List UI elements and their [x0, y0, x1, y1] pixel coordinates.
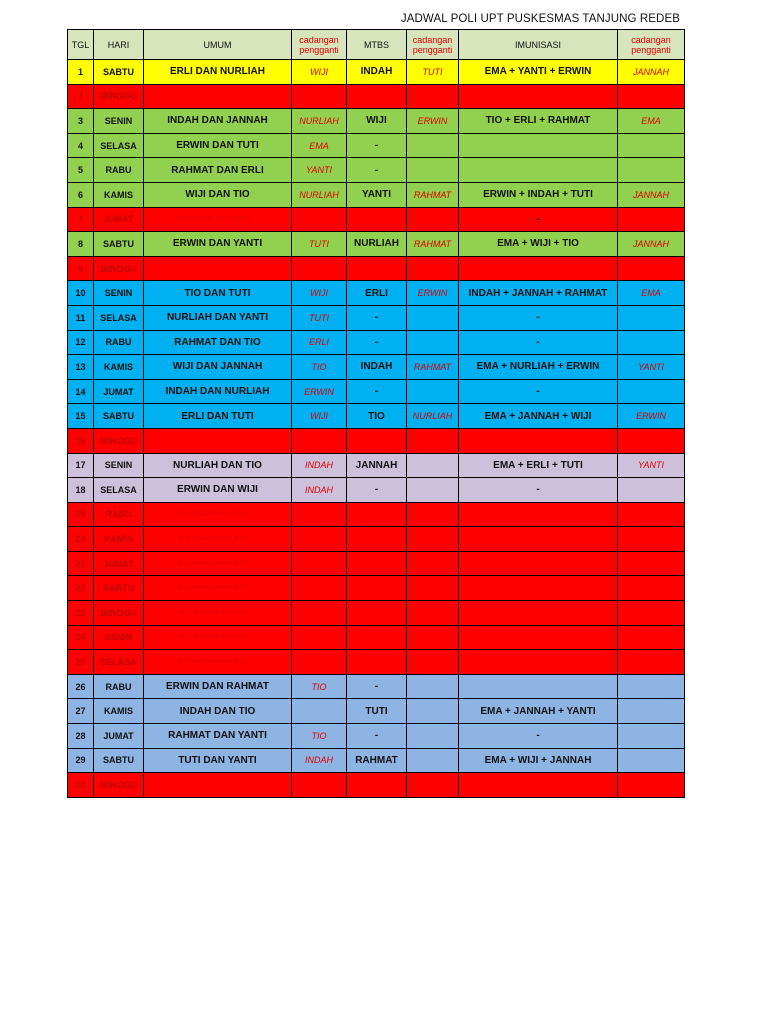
cell-umum: NURLIAH DAN TIO: [144, 453, 292, 478]
cell-umum: INDAH DAN JANNAH: [144, 109, 292, 134]
cell-cadangan-mtbs: [407, 601, 459, 626]
cell-mtbs: RAHMAT: [347, 748, 407, 773]
cell-mtbs: [347, 625, 407, 650]
cell-mtbs: [347, 650, 407, 675]
cell-umum-note: CUTI BERSAMA IDUL FITRI: [144, 650, 292, 675]
cell-umum: WIJI DAN TIO: [144, 182, 292, 207]
cell-cadangan-mtbs: RAHMAT: [407, 355, 459, 380]
table-row: [68, 158, 685, 183]
cell-cadangan-mtbs: [407, 158, 459, 183]
table-row: [68, 625, 685, 650]
cell-hari: RABU: [94, 158, 144, 183]
cell-cadangan-mtbs: [407, 773, 459, 798]
cell-mtbs: JANNAH: [347, 453, 407, 478]
cell-umum: ERLI DAN TUTI: [144, 404, 292, 429]
table-row: [68, 748, 685, 773]
cell-tgl: 5: [68, 158, 94, 183]
cell-tgl: 6: [68, 182, 94, 207]
cell-hari: SELASA: [94, 650, 144, 675]
cell-hari: JUMAT: [94, 207, 144, 232]
cell-imunisasi: [459, 674, 618, 699]
cell-cadangan-mtbs: RAHMAT: [407, 182, 459, 207]
cell-cadangan-mtbs: NURLIAH: [407, 404, 459, 429]
cell-cadangan-imunisasi: YANTI: [618, 355, 685, 380]
cell-umum-note: CUTI BERSAMA IDUL FITRI: [144, 576, 292, 601]
cell-hari: SELASA: [94, 133, 144, 158]
cell-cadangan-umum: WIJI: [292, 281, 347, 306]
table-row: [68, 453, 685, 478]
cell-cadangan-mtbs: ERWIN: [407, 109, 459, 134]
cell-mtbs: -: [347, 724, 407, 749]
cell-hari: SENIN: [94, 281, 144, 306]
cell-hari: MINGGU: [94, 773, 144, 798]
cell-mtbs: TUTI: [347, 699, 407, 724]
cell-cadangan-imunisasi: [618, 674, 685, 699]
cell-tgl: 2: [68, 84, 94, 109]
cell-mtbs: [347, 256, 407, 281]
schedule-table: [67, 29, 685, 798]
cell-cadangan-umum: [292, 625, 347, 650]
cell-cadangan-umum: EMA: [292, 133, 347, 158]
cell-hari: KAMIS: [94, 355, 144, 380]
cell-hari: SENIN: [94, 109, 144, 134]
table-row: [68, 699, 685, 724]
cell-umum-note: CUTI BERSAMA IDUL FITRI: [144, 625, 292, 650]
cell-hari: JUMAT: [94, 379, 144, 404]
cell-cadangan-imunisasi: JANNAH: [618, 232, 685, 257]
cell-umum: WIJI DAN JANNAH: [144, 355, 292, 380]
table-row: [68, 109, 685, 134]
cell-tgl: 8: [68, 232, 94, 257]
cell-cadangan-umum: TIO: [292, 724, 347, 749]
cell-tgl: 12: [68, 330, 94, 355]
cell-tgl: 3: [68, 109, 94, 134]
cell-hari: SABTU: [94, 576, 144, 601]
cell-mtbs: -: [347, 158, 407, 183]
cell-umum: [144, 773, 292, 798]
cell-imunisasi: -: [459, 379, 618, 404]
cell-mtbs: [347, 428, 407, 453]
cell-cadangan-mtbs: [407, 699, 459, 724]
cell-tgl: 15: [68, 404, 94, 429]
cell-mtbs: [347, 576, 407, 601]
cell-umum: ERLI DAN NURLIAH: [144, 60, 292, 85]
cell-tgl: 19: [68, 502, 94, 527]
cell-cadangan-mtbs: [407, 625, 459, 650]
cell-umum: INDAH DAN NURLIAH: [144, 379, 292, 404]
cell-umum: ERWIN DAN WIJI: [144, 478, 292, 503]
cell-hari: SABTU: [94, 232, 144, 257]
cell-cadangan-umum: ERLI: [292, 330, 347, 355]
cell-imunisasi: TIO + ERLI + RAHMAT: [459, 109, 618, 134]
cell-tgl: 30: [68, 773, 94, 798]
cell-imunisasi: EMA + ERLI + TUTI: [459, 453, 618, 478]
cell-imunisasi: [459, 133, 618, 158]
cell-cadangan-umum: [292, 773, 347, 798]
cell-mtbs: [347, 527, 407, 552]
table-row: [68, 256, 685, 281]
cell-cadangan-mtbs: [407, 84, 459, 109]
cell-tgl: 13: [68, 355, 94, 380]
cell-imunisasi: EMA + JANNAH + WIJI: [459, 404, 618, 429]
cell-cadangan-imunisasi: [618, 478, 685, 503]
cell-tgl: 18: [68, 478, 94, 503]
cell-tgl: 20: [68, 527, 94, 552]
cell-mtbs: -: [347, 379, 407, 404]
cell-cadangan-mtbs: [407, 650, 459, 675]
cell-umum: ERWIN DAN RAHMAT: [144, 674, 292, 699]
cell-cadangan-umum: INDAH: [292, 453, 347, 478]
cell-hari: SABTU: [94, 404, 144, 429]
cell-cadangan-imunisasi: [618, 650, 685, 675]
cell-cadangan-umum: TUTI: [292, 232, 347, 257]
table-header: [68, 30, 685, 60]
table-row: [68, 404, 685, 429]
cell-mtbs: [347, 207, 407, 232]
table-row: [68, 724, 685, 749]
cell-cadangan-mtbs: [407, 674, 459, 699]
cell-tgl: 16: [68, 428, 94, 453]
cell-cadangan-imunisasi: ERWIN: [618, 404, 685, 429]
table-row: [68, 650, 685, 675]
cell-hari: SABTU: [94, 60, 144, 85]
header-cadangan-imunisasi: cadangan pengganti: [618, 30, 685, 60]
cell-mtbs: -: [347, 305, 407, 330]
cell-mtbs: [347, 84, 407, 109]
cell-umum: INDAH DAN TIO: [144, 699, 292, 724]
cell-umum: RAHMAT DAN TIO: [144, 330, 292, 355]
cell-cadangan-umum: [292, 551, 347, 576]
cell-tgl: 11: [68, 305, 94, 330]
cell-cadangan-imunisasi: [618, 256, 685, 281]
cell-tgl: 4: [68, 133, 94, 158]
header-tgl: TGL: [68, 30, 94, 60]
cell-cadangan-imunisasi: [618, 158, 685, 183]
cell-imunisasi: [459, 650, 618, 675]
table-row: [68, 182, 685, 207]
cell-cadangan-umum: [292, 502, 347, 527]
cell-imunisasi: EMA + YANTI + ERWIN: [459, 60, 618, 85]
table-row: [68, 674, 685, 699]
cell-tgl: 28: [68, 724, 94, 749]
cell-cadangan-mtbs: [407, 256, 459, 281]
cell-umum: TIO DAN TUTI: [144, 281, 292, 306]
cell-tgl: 14: [68, 379, 94, 404]
cell-mtbs: INDAH: [347, 60, 407, 85]
cell-hari: SENIN: [94, 625, 144, 650]
cell-cadangan-mtbs: [407, 576, 459, 601]
cell-imunisasi: [459, 625, 618, 650]
cell-cadangan-umum: YANTI: [292, 158, 347, 183]
header-umum: UMUM: [144, 30, 292, 60]
cell-cadangan-mtbs: [407, 428, 459, 453]
cell-imunisasi: -: [459, 207, 618, 232]
cell-cadangan-umum: [292, 699, 347, 724]
cell-cadangan-umum: INDAH: [292, 748, 347, 773]
cell-mtbs: NURLIAH: [347, 232, 407, 257]
cell-imunisasi: [459, 773, 618, 798]
cell-umum-note: CUTI BERSAMA IDUL FITRI: [144, 527, 292, 552]
cell-tgl: 26: [68, 674, 94, 699]
cell-hari: SELASA: [94, 305, 144, 330]
cell-umum: [144, 428, 292, 453]
cell-cadangan-imunisasi: YANTI: [618, 453, 685, 478]
table-row: [68, 601, 685, 626]
table-body: [68, 60, 685, 798]
cell-mtbs: -: [347, 330, 407, 355]
cell-cadangan-imunisasi: [618, 133, 685, 158]
cell-umum: ERWIN DAN YANTI: [144, 232, 292, 257]
cell-imunisasi: [459, 84, 618, 109]
cell-cadangan-umum: WIJI: [292, 60, 347, 85]
cell-cadangan-mtbs: [407, 478, 459, 503]
cell-umum: TUTI DAN YANTI: [144, 748, 292, 773]
cell-imunisasi: [459, 551, 618, 576]
cell-cadangan-umum: TIO: [292, 674, 347, 699]
table-row: [68, 133, 685, 158]
cell-umum-note: CUTI BERSAMA IDUL FITRI: [144, 502, 292, 527]
cell-hari: MINGGU: [94, 84, 144, 109]
cell-imunisasi: -: [459, 330, 618, 355]
cell-hari: JUMAT: [94, 551, 144, 576]
cell-hari: KAMIS: [94, 527, 144, 552]
cell-imunisasi: EMA + WIJI + JANNAH: [459, 748, 618, 773]
cell-cadangan-mtbs: [407, 748, 459, 773]
cell-cadangan-imunisasi: EMA: [618, 281, 685, 306]
cell-cadangan-imunisasi: JANNAH: [618, 60, 685, 85]
cell-tgl: 23: [68, 601, 94, 626]
cell-cadangan-umum: INDAH: [292, 478, 347, 503]
cell-cadangan-umum: NURLIAH: [292, 182, 347, 207]
table-row: [68, 527, 685, 552]
cell-cadangan-imunisasi: [618, 527, 685, 552]
cell-cadangan-umum: [292, 207, 347, 232]
table-row: [68, 330, 685, 355]
cell-cadangan-mtbs: [407, 724, 459, 749]
cell-hari: JUMAT: [94, 724, 144, 749]
cell-cadangan-imunisasi: EMA: [618, 109, 685, 134]
cell-umum: [144, 256, 292, 281]
cell-cadangan-mtbs: [407, 551, 459, 576]
cell-imunisasi: EMA + WIJI + TIO: [459, 232, 618, 257]
cell-hari: KAMIS: [94, 182, 144, 207]
cell-tgl: 27: [68, 699, 94, 724]
header-imunisasi: IMUNISASI: [459, 30, 618, 60]
cell-hari: SELASA: [94, 478, 144, 503]
cell-tgl: 7: [68, 207, 94, 232]
cell-cadangan-umum: [292, 576, 347, 601]
table-row: [68, 281, 685, 306]
cell-imunisasi: EMA + JANNAH + YANTI: [459, 699, 618, 724]
cell-cadangan-mtbs: [407, 330, 459, 355]
cell-cadangan-umum: [292, 256, 347, 281]
cell-cadangan-imunisasi: [618, 330, 685, 355]
cell-umum: NURLIAH DAN YANTI: [144, 305, 292, 330]
cell-imunisasi: [459, 256, 618, 281]
cell-cadangan-mtbs: [407, 133, 459, 158]
cell-tgl: 25: [68, 650, 94, 675]
cell-umum-note: CUTI BERSAMA IDUL FITRI: [144, 601, 292, 626]
table-row: [68, 60, 685, 85]
table-row: [68, 305, 685, 330]
cell-umum: RAHMAT DAN ERLI: [144, 158, 292, 183]
cell-umum-note: CUTI BERSAMA IDUL FITRI: [144, 551, 292, 576]
cell-cadangan-mtbs: [407, 502, 459, 527]
cell-cadangan-mtbs: [407, 379, 459, 404]
table-row: [68, 355, 685, 380]
cell-cadangan-imunisasi: [618, 773, 685, 798]
cell-mtbs: WIJI: [347, 109, 407, 134]
cell-tgl: 29: [68, 748, 94, 773]
cell-cadangan-imunisasi: [618, 724, 685, 749]
cell-cadangan-imunisasi: [618, 379, 685, 404]
cell-cadangan-imunisasi: [618, 699, 685, 724]
cell-hari: RABU: [94, 674, 144, 699]
cell-hari: RABU: [94, 502, 144, 527]
cell-cadangan-umum: [292, 428, 347, 453]
cell-umum: RAHMAT DAN YANTI: [144, 724, 292, 749]
cell-cadangan-imunisasi: [618, 551, 685, 576]
cell-tgl: 21: [68, 551, 94, 576]
cell-mtbs: TIO: [347, 404, 407, 429]
cell-imunisasi: [459, 502, 618, 527]
cell-cadangan-imunisasi: [618, 601, 685, 626]
cell-mtbs: YANTI: [347, 182, 407, 207]
cell-mtbs: INDAH: [347, 355, 407, 380]
header-mtbs: MTBS: [347, 30, 407, 60]
table-row: [68, 551, 685, 576]
cell-tgl: 24: [68, 625, 94, 650]
table-row: [68, 576, 685, 601]
page-title: JADWAL POLI UPT PUSKESMAS TANJUNG REDEB: [400, 13, 680, 25]
cell-cadangan-imunisasi: [618, 428, 685, 453]
cell-mtbs: -: [347, 674, 407, 699]
cell-tgl: 17: [68, 453, 94, 478]
cell-cadangan-umum: WIJI: [292, 404, 347, 429]
cell-imunisasi: -: [459, 305, 618, 330]
cell-hari: SABTU: [94, 748, 144, 773]
cell-imunisasi: [459, 576, 618, 601]
cell-cadangan-mtbs: TUTI: [407, 60, 459, 85]
cell-cadangan-umum: TUTI: [292, 305, 347, 330]
cell-cadangan-mtbs: ERWIN: [407, 281, 459, 306]
cell-hari: RABU: [94, 330, 144, 355]
cell-hari: MINGGU: [94, 428, 144, 453]
cell-imunisasi: -: [459, 478, 618, 503]
cell-mtbs: ERLI: [347, 281, 407, 306]
cell-hari: MINGGU: [94, 256, 144, 281]
cell-cadangan-imunisasi: [618, 84, 685, 109]
cell-mtbs: [347, 551, 407, 576]
cell-umum: ERWIN DAN TUTI: [144, 133, 292, 158]
cell-imunisasi: [459, 527, 618, 552]
cell-cadangan-imunisasi: [618, 748, 685, 773]
cell-imunisasi: INDAH + JANNAH + RAHMAT: [459, 281, 618, 306]
cell-imunisasi: [459, 601, 618, 626]
cell-mtbs: -: [347, 133, 407, 158]
cell-cadangan-imunisasi: JANNAH: [618, 182, 685, 207]
cell-imunisasi: -: [459, 724, 618, 749]
cell-cadangan-umum: TIO: [292, 355, 347, 380]
cell-tgl: 9: [68, 256, 94, 281]
cell-cadangan-imunisasi: [618, 502, 685, 527]
table-row: [68, 478, 685, 503]
header-hari: HARI: [94, 30, 144, 60]
cell-cadangan-imunisasi: [618, 207, 685, 232]
cell-hari: SENIN: [94, 453, 144, 478]
cell-cadangan-mtbs: [407, 527, 459, 552]
table-row: [68, 502, 685, 527]
cell-umum: [144, 84, 292, 109]
cell-cadangan-umum: [292, 650, 347, 675]
cell-cadangan-umum: [292, 527, 347, 552]
table-row: [68, 773, 685, 798]
cell-cadangan-umum: ERWIN: [292, 379, 347, 404]
cell-imunisasi: [459, 158, 618, 183]
cell-tgl: 22: [68, 576, 94, 601]
header-cadangan-umum: cadangan pengganti: [292, 30, 347, 60]
cell-cadangan-mtbs: [407, 453, 459, 478]
cell-cadangan-imunisasi: [618, 576, 685, 601]
cell-mtbs: [347, 773, 407, 798]
cell-mtbs: -: [347, 478, 407, 503]
cell-imunisasi: [459, 428, 618, 453]
cell-hari: MINGGU: [94, 601, 144, 626]
table-row: [68, 232, 685, 257]
cell-imunisasi: EMA + NURLIAH + ERWIN: [459, 355, 618, 380]
header-cadangan-mtbs: cadangan pengganti: [407, 30, 459, 60]
cell-tgl: 10: [68, 281, 94, 306]
cell-cadangan-mtbs: RAHMAT: [407, 232, 459, 257]
cell-cadangan-umum: [292, 601, 347, 626]
cell-cadangan-umum: NURLIAH: [292, 109, 347, 134]
cell-mtbs: [347, 502, 407, 527]
cell-mtbs: [347, 601, 407, 626]
table-row: [68, 428, 685, 453]
cell-cadangan-mtbs: [407, 207, 459, 232]
cell-imunisasi: ERWIN + INDAH + TUTI: [459, 182, 618, 207]
cell-tgl: 1: [68, 60, 94, 85]
cell-cadangan-imunisasi: [618, 625, 685, 650]
table-row: [68, 84, 685, 109]
table-row: [68, 379, 685, 404]
table-row: [68, 207, 685, 232]
cell-cadangan-mtbs: [407, 305, 459, 330]
cell-cadangan-imunisasi: [618, 305, 685, 330]
cell-hari: KAMIS: [94, 699, 144, 724]
cell-cadangan-umum: [292, 84, 347, 109]
cell-umum-note: LIBUR WAFAT ISA ALMASIH: [144, 207, 292, 232]
